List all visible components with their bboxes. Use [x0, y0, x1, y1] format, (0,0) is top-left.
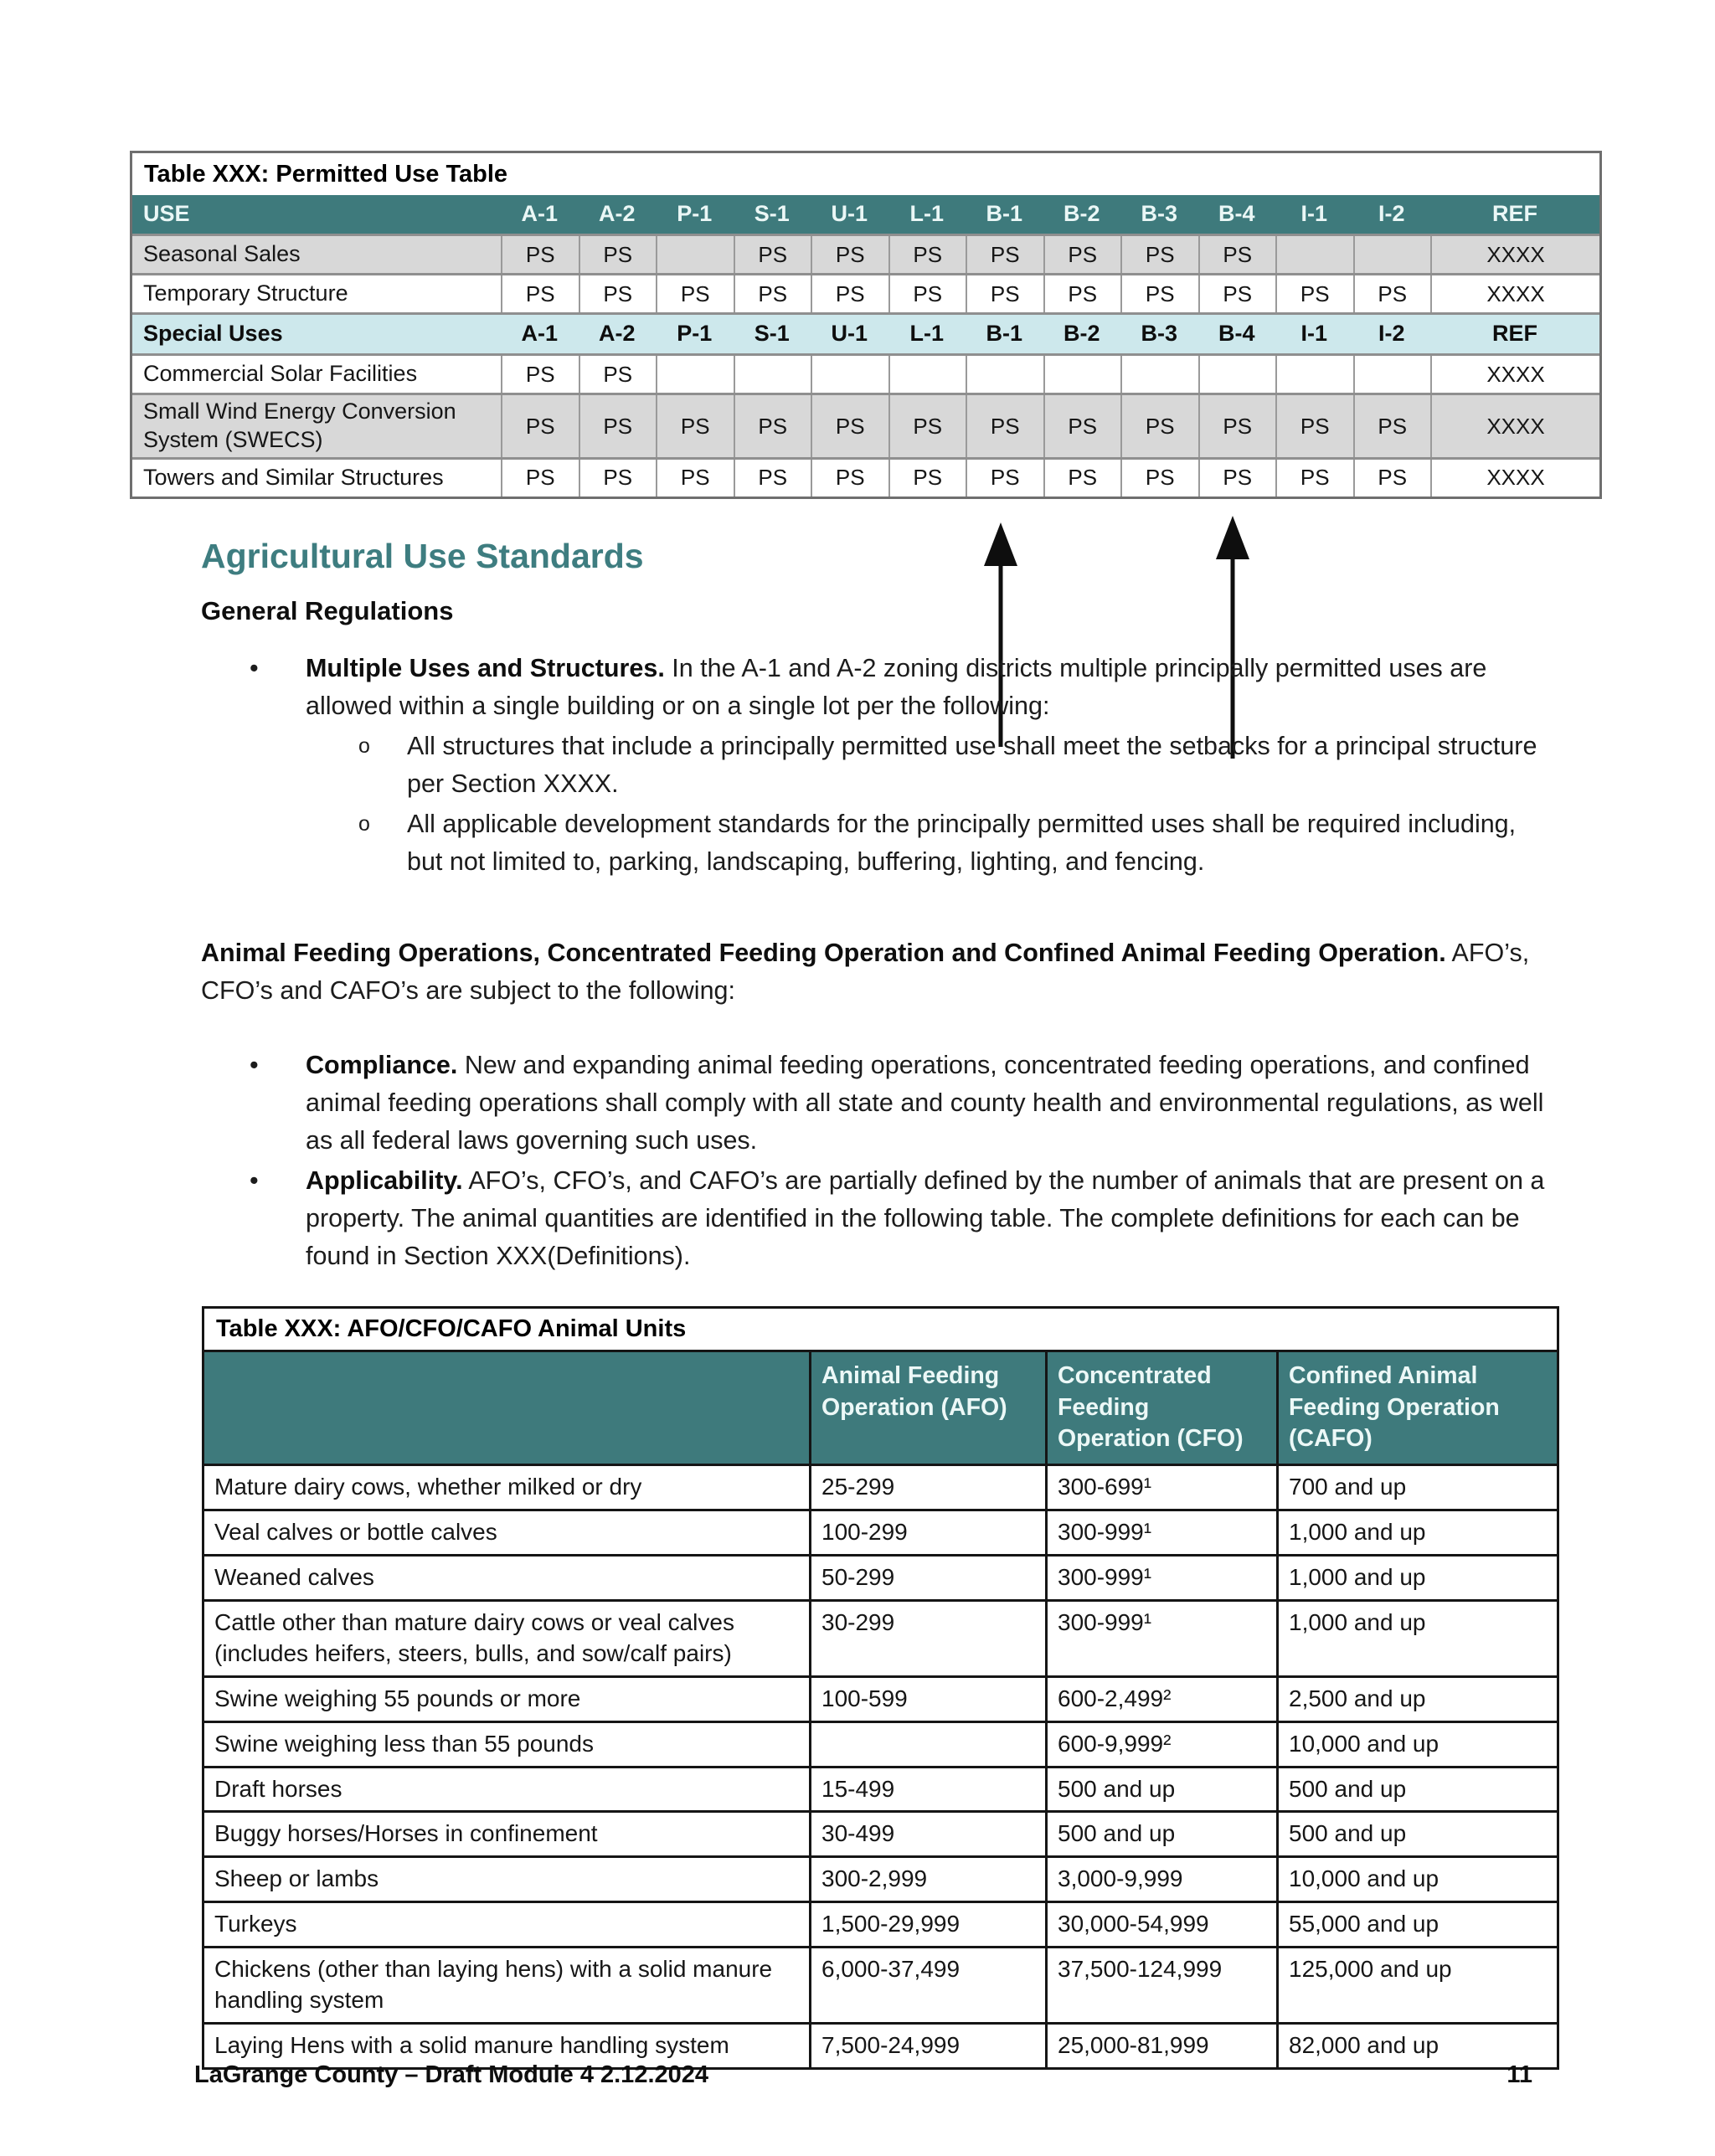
subheader-cell: I-1 [1300, 321, 1327, 347]
table-cell: Cattle other than mature dairy cows or veal calves (includes heifers, steers, bulls, and sow/calf pairs) [214, 1608, 734, 1666]
afo-paragraph [201, 934, 1548, 1010]
table-cell: PS [734, 395, 811, 457]
table-cell: 37,500-124,999 [1045, 1948, 1276, 2022]
sub-bullet-text: All applicable development standards for the principally permitted uses shall be required including, but not limited to, parking, landscaping, buffering, lighting, and fencing. [407, 810, 1517, 876]
table-cell: 15-499 [809, 1768, 1045, 1811]
special-uses-subheader-row [132, 312, 1599, 353]
table-cell: 50-299 [809, 1557, 1045, 1599]
table-cell [1275, 356, 1353, 393]
table-cell: Chickens (other than laying hens) with a solid manure handling system [214, 1956, 773, 2014]
paragraph-body: AFO’s, CFO’s and CAFO’s are subject to the following: [201, 939, 1530, 1005]
bullet-text [306, 1162, 1548, 1275]
table-cell [1275, 236, 1353, 273]
paragraph-label: Animal Feeding Operations, Concentrated Feeding Operation and Confined Animal Feeding Operation. [201, 939, 1446, 967]
table-cell: 500 and up [1045, 1813, 1276, 1855]
table-cell: PS [1275, 275, 1353, 312]
table-cell [1198, 356, 1276, 393]
table-cell: PS [1120, 275, 1198, 312]
animal-units-table [202, 1306, 1559, 2070]
table-cell: Mature dairy cows, whether milked or dry [214, 1473, 642, 1500]
table-cell: PS [811, 236, 888, 273]
table-cell [811, 356, 888, 393]
table-cell: XXXX [1430, 236, 1599, 273]
table-cell: PS [579, 460, 657, 497]
table-cell: 30,000-54,999 [1045, 1903, 1276, 1946]
table-cell: 500 and up [1276, 1813, 1557, 1855]
table-cell: 125,000 and up [1276, 1948, 1557, 2022]
table-row [204, 1599, 1557, 1675]
subheader-cell: REF [1492, 321, 1537, 347]
bullet-body: AFO’s, CFO’s, and CAFO’s are partially defined by the number of animals that are present on a property. The animal quantities are identified in the following table. The complete definitions for each can be found in Section XXX(Definitions). [306, 1166, 1545, 1270]
subheader-cell: Special Uses [143, 321, 283, 347]
table-cell [966, 356, 1043, 393]
table-cell: PS [656, 460, 734, 497]
subheader-cell: A-1 [521, 321, 558, 347]
table-cell: Veal calves or bottle calves [214, 1518, 497, 1545]
table-cell: Turkeys [214, 1911, 297, 1937]
table-cell: PS [1043, 395, 1121, 457]
table-cell: 300-2,999 [809, 1858, 1045, 1901]
column-header: P-1 [677, 201, 713, 227]
table-cell: 300-699¹ [1045, 1466, 1276, 1509]
table-cell: PS [1275, 460, 1353, 497]
table-cell [888, 356, 966, 393]
table-cell: PS [1043, 275, 1121, 312]
subheader-cell: B-2 [1063, 321, 1100, 347]
table-header-row [132, 195, 1599, 234]
table-cell: XXXX [1430, 395, 1599, 457]
footer-text: LaGrange County – Draft Module 4 2.12.2024 [194, 2061, 709, 2088]
table-row [204, 1901, 1557, 1946]
bullet-text [306, 650, 1541, 725]
table-cell: PS [1275, 395, 1353, 457]
table-cell: PS [579, 395, 657, 457]
table-cell: Buggy horses/Horses in confinement [214, 1820, 598, 1847]
table-cell: 1,000 and up [1276, 1557, 1557, 1599]
table-cell: PS [1198, 460, 1276, 497]
table-cell: 1,500-29,999 [809, 1903, 1045, 1946]
table-cell: PS [501, 356, 579, 393]
table-cell: 500 and up [1276, 1768, 1557, 1811]
column-header: A-2 [598, 201, 636, 227]
table-cell: 25-299 [809, 1466, 1045, 1509]
table-cell: PS [579, 236, 657, 273]
table-cell: XXXX [1430, 275, 1599, 312]
subheader-cell: B-1 [986, 321, 1022, 347]
disc-bullet-icon: • [250, 1166, 259, 1195]
bullet-item [201, 1162, 1548, 1275]
table-cell: PS [966, 275, 1043, 312]
table-cell: PS [888, 275, 966, 312]
column-header: B-4 [1218, 201, 1255, 227]
table-cell: PS [1043, 236, 1121, 273]
page-number: 11 [1506, 2061, 1532, 2088]
table-cell: 3,000-9,999 [1045, 1858, 1276, 1901]
table-row [204, 1810, 1557, 1855]
column-header: USE [143, 201, 190, 227]
table-row [204, 1721, 1557, 1766]
table-cell [656, 356, 734, 393]
table-cell: Swine weighing less than 55 pounds [214, 1730, 594, 1757]
table-cell: 10,000 and up [1276, 1723, 1557, 1766]
column-header: Animal Feeding Operation (AFO) [809, 1352, 1045, 1464]
disc-bullet-icon: • [250, 654, 259, 682]
bullet-item [201, 1047, 1548, 1160]
table-cell: PS [656, 395, 734, 457]
table-cell: 700 and up [1276, 1466, 1557, 1509]
table-cell: 100-299 [809, 1511, 1045, 1554]
table-cell: 30-299 [809, 1602, 1045, 1675]
sub-bullet-item [201, 805, 1541, 881]
table-cell: 55,000 and up [1276, 1903, 1557, 1946]
table-cell: 1,000 and up [1276, 1511, 1557, 1554]
table-cell: 100-599 [809, 1678, 1045, 1721]
table-cell: 300-999¹ [1045, 1511, 1276, 1554]
table-row [204, 1509, 1557, 1554]
section-heading: Agricultural Use Standards [201, 537, 644, 575]
table-cell: PS [1043, 460, 1121, 497]
table-cell [1043, 356, 1121, 393]
permitted-use-table [130, 151, 1602, 499]
table-cell: Commercial Solar Facilities [143, 361, 418, 387]
table-cell: 25,000-81,999 [1045, 2025, 1276, 2067]
column-header: REF [1492, 201, 1537, 227]
column-header: U-1 [831, 201, 868, 227]
column-header [204, 1352, 809, 1464]
subheader-cell: P-1 [677, 321, 713, 347]
section-subheading: General Regulations [201, 596, 454, 625]
table-cell: PS [811, 275, 888, 312]
table-cell: PS [811, 460, 888, 497]
table-cell: PS [501, 236, 579, 273]
column-header: I-1 [1300, 201, 1327, 227]
table-row [204, 1554, 1557, 1599]
bullet-body: New and expanding animal feeding operations, concentrated feeding operations, and confined animal feeding operations shall comply with all state and county health and environmental regulations, as well as all federal laws governing such uses. [306, 1051, 1544, 1155]
table-cell: Sheep or lambs [214, 1865, 379, 1892]
table-row [204, 1855, 1557, 1901]
subheader-cell: B-4 [1218, 321, 1255, 347]
table-cell [734, 356, 811, 393]
table-cell: 1,000 and up [1276, 1602, 1557, 1675]
sub-bullet-item [201, 728, 1541, 803]
table-cell: 500 and up [1045, 1768, 1276, 1811]
table-row [204, 1464, 1557, 1509]
bullet-item [201, 650, 1541, 725]
table-cell: XXXX [1430, 356, 1599, 393]
general-regulations-bullets [201, 650, 1541, 883]
table-cell [1353, 236, 1431, 273]
table-cell: Towers and Similar Structures [143, 464, 444, 490]
disc-bullet-icon: • [250, 1051, 259, 1079]
table-row [132, 457, 1599, 497]
table-cell: Draft horses [214, 1775, 342, 1802]
subheader-cell: L-1 [909, 321, 944, 347]
table-cell: PS [1353, 275, 1431, 312]
table-cell: PS [966, 460, 1043, 497]
circle-bullet-icon: o [358, 812, 370, 836]
table-cell: Temporary Structure [143, 280, 348, 306]
table-cell: 2,500 and up [1276, 1678, 1557, 1721]
table-title: Table XXX: Permitted Use Table [144, 161, 508, 188]
table-cell: 10,000 and up [1276, 1858, 1557, 1901]
table-cell [1120, 356, 1198, 393]
table-cell: PS [734, 460, 811, 497]
column-header: Confined Animal Feeding Operation (CAFO) [1276, 1352, 1557, 1464]
table-cell: PS [1198, 395, 1276, 457]
afo-bullets [201, 1047, 1548, 1278]
column-header: L-1 [909, 201, 944, 227]
table-row [132, 353, 1599, 393]
circle-bullet-icon: o [358, 734, 370, 758]
table-cell: PS [888, 460, 966, 497]
table-header-row [204, 1352, 1557, 1464]
table-cell: XXXX [1430, 460, 1599, 497]
column-header: Concentrated Feeding Operation (CFO) [1045, 1352, 1276, 1464]
table-cell: PS [1198, 236, 1276, 273]
table-cell: PS [501, 275, 579, 312]
table-row [132, 273, 1599, 312]
table-cell: PS [1120, 460, 1198, 497]
bullet-text [306, 1047, 1548, 1160]
table-cell: PS [888, 236, 966, 273]
table-cell: Small Wind Energy Conversion System (SWECS) [143, 399, 456, 452]
table-cell: PS [734, 236, 811, 273]
table-cell: Weaned calves [214, 1563, 374, 1590]
column-header: B-3 [1141, 201, 1177, 227]
table-row [204, 1946, 1557, 2022]
table-cell: PS [1120, 236, 1198, 273]
table-row [132, 234, 1599, 273]
table-cell: Laying Hens with a solid manure handling system [214, 2032, 729, 2059]
sub-bullet-text: All structures that include a principally permitted use shall meet the setbacks for a principal structure per Section XXXX. [407, 732, 1537, 798]
column-header: S-1 [754, 201, 790, 227]
table-cell: PS [811, 395, 888, 457]
table-row [132, 393, 1599, 457]
bullet-body: In the A-1 and A-2 zoning districts multiple principally permitted uses are allowed within a single building or on a single lot per the following: [306, 654, 1487, 720]
column-header: A-1 [521, 201, 558, 227]
table-cell: PS [656, 275, 734, 312]
subheader-cell: I-2 [1378, 321, 1405, 347]
table-cell: PS [579, 275, 657, 312]
table-cell: PS [1353, 460, 1431, 497]
table-cell: PS [966, 236, 1043, 273]
table-cell: PS [734, 275, 811, 312]
column-header: B-2 [1063, 201, 1100, 227]
table-cell [1353, 356, 1431, 393]
table-cell: 7,500-24,999 [809, 2025, 1045, 2067]
subheader-cell: S-1 [754, 321, 790, 347]
table-cell: 30-499 [809, 1813, 1045, 1855]
table-cell: Swine weighing 55 pounds or more [214, 1685, 581, 1711]
column-header: I-2 [1378, 201, 1405, 227]
table-cell: Seasonal Sales [143, 241, 301, 267]
table-cell: 82,000 and up [1276, 2025, 1557, 2067]
table-cell: PS [1198, 275, 1276, 312]
table-title: Table XXX: AFO/CFO/CAFO Animal Units [204, 1309, 1557, 1352]
subheader-cell: A-2 [598, 321, 636, 347]
table-cell [656, 236, 734, 273]
table-cell: 300-999¹ [1045, 1557, 1276, 1599]
table-cell: PS [1353, 395, 1431, 457]
table-cell: PS [501, 460, 579, 497]
bullet-label: Multiple Uses and Structures. [306, 654, 665, 682]
table-cell [809, 1723, 1045, 1766]
table-cell: 600-9,999² [1045, 1723, 1276, 1766]
table-cell: 6,000-37,499 [809, 1948, 1045, 2022]
table-cell: PS [579, 356, 657, 393]
table-cell: 600-2,499² [1045, 1678, 1276, 1721]
table-cell: 300-999¹ [1045, 1602, 1276, 1675]
table-cell: PS [966, 395, 1043, 457]
subheader-cell: B-3 [1141, 321, 1177, 347]
bullet-label: Compliance. [306, 1051, 458, 1079]
column-header: B-1 [986, 201, 1022, 227]
bullet-label: Applicability. [306, 1166, 463, 1195]
table-cell: PS [501, 395, 579, 457]
table-cell: PS [888, 395, 966, 457]
table-row [204, 1675, 1557, 1721]
table-row [204, 1766, 1557, 1811]
table-cell: PS [1120, 395, 1198, 457]
subheader-cell: U-1 [831, 321, 868, 347]
